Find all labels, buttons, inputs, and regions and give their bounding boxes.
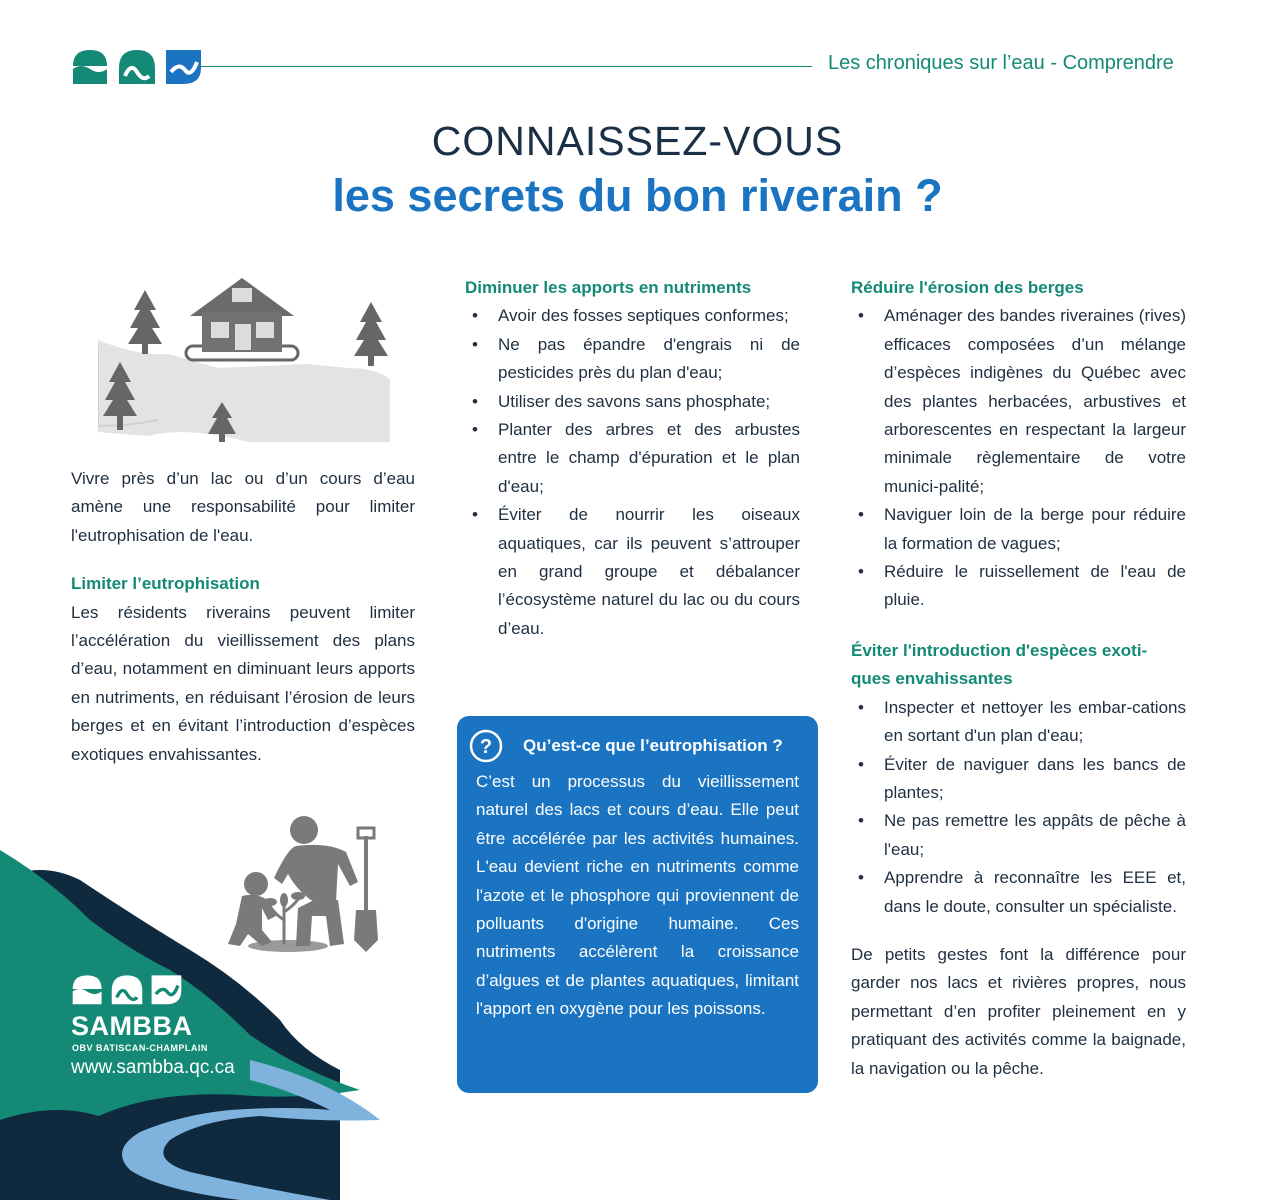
eutrophication-infobox: [457, 716, 818, 1093]
conclusion-text: De petits gestes font la différence pour garder nos lacs et rivières propres, nous permettant d’en profiter pleinement en y pratiquant des activités comme la baignade, la navigation ou la pêche.: [851, 944, 1186, 1078]
svg-text:?: ?: [479, 736, 493, 758]
page-title-line2: les secrets du bon riverain ?: [332, 170, 943, 221]
erosion-heading: Réduire l'érosion des berges: [851, 278, 1084, 297]
header-rule: [200, 66, 812, 67]
intro-column: [71, 465, 415, 769]
list-item: • Utiliser des savons sans phosphate;: [465, 388, 800, 416]
limit-eutrophication-text: Les résidents riverains peuvent limiter l’accélération du vieillissement des plans d’eau, notamment en diminuant leurs apports en nutriments, en réduisant l’érosion de leurs berges et en évitant l’introduction d’espèces exotiques envahissantes.: [71, 602, 415, 764]
nutrients-heading: Diminuer les apports en nutriments: [465, 278, 752, 297]
website-link[interactable]: www.sambba.qc.ca: [71, 1057, 235, 1078]
invasive-list: [851, 694, 1186, 921]
list-item: • Apprendre à reconnaître les EEE et, dans le doute, consulter un spécialiste.: [851, 864, 1186, 921]
intro-paragraph: Vivre près d’un lac ou d’un cours d’eau amène une responsabilité pour limiter l'eutrophisation de l'eau.: [71, 469, 415, 545]
list-item: • Inspecter et nettoyer les embar-cations en sortant d'un plan d'eau;: [851, 694, 1186, 751]
list-item: • Éviter de naviguer dans les bancs de plantes;: [851, 751, 1186, 808]
page-title-line1: CONNAISSEZ-VOUS: [431, 118, 844, 164]
org-name: SAMBBA: [71, 1011, 193, 1041]
series-label: Les chroniques sur l’eau - Comprendre: [828, 52, 1174, 74]
footer-logo: [71, 972, 183, 1006]
erosion-list: [851, 302, 1186, 614]
invasive-heading: Éviter l'introduction d'espèces exoti-ques envahissantes: [851, 640, 1148, 689]
house-illustration: [98, 276, 390, 444]
org-subtitle: OBV BATISCAN-CHAMPLAIN: [72, 1043, 208, 1053]
list-item: • Ne pas épandre d'engrais ni de pesticides près du plan d'eau;: [465, 331, 800, 388]
nutrients-column: [465, 274, 800, 643]
list-item: • Éviter de nourrir les oiseaux aquatiques, car ils peuvent s’attrouper en grand groupe et débalancer l’écosystème naturel du lac ou du cours d’eau.: [465, 501, 800, 643]
footer-landscape: [0, 820, 420, 1200]
list-item: • Avoir des fosses septiques conformes;: [465, 302, 800, 330]
list-item: • Aménager des bandes riveraines (rives) efficaces composées d’un mélange d’espèces indigènes du Québec avec des plantes herbacées, arbustives et arborescentes en respectant la largeur minimale règlementaire de votre munici-palité;: [851, 302, 1186, 501]
nutrients-list: [465, 302, 800, 643]
limit-eutrophication-heading: Limiter l’eutrophisation: [71, 574, 260, 594]
list-item: • Planter des arbres et des arbustes entre le champ d'épuration et le plan d'eau;: [465, 416, 800, 501]
list-item: • Naviguer loin de la berge pour réduire la formation de vagues;: [851, 501, 1186, 558]
list-item: • Ne pas remettre les appâts de pêche à l'eau;: [851, 807, 1186, 864]
list-item: • Réduire le ruissellement de l'eau de pluie.: [851, 558, 1186, 615]
infobox-text: C’est un processus du vieillissement naturel des lacs et cours d’eau. Elle peut être accélérée par les activités humaines. L'eau devient riche en nutriments comme l'azote et le phosphore qui proviennent de polluants d'origine humaine. Ces nutriments accélèrent la croissance d’algues et de plantes aquatiques, limitant l'apport en oxygène pour les poissons.: [476, 772, 799, 1019]
infobox-title: Qu’est-ce que l’eutrophisation ?: [523, 736, 783, 755]
erosion-column: [851, 274, 1186, 1083]
question-icon: [469, 729, 503, 763]
sambba-logo: [71, 46, 203, 86]
